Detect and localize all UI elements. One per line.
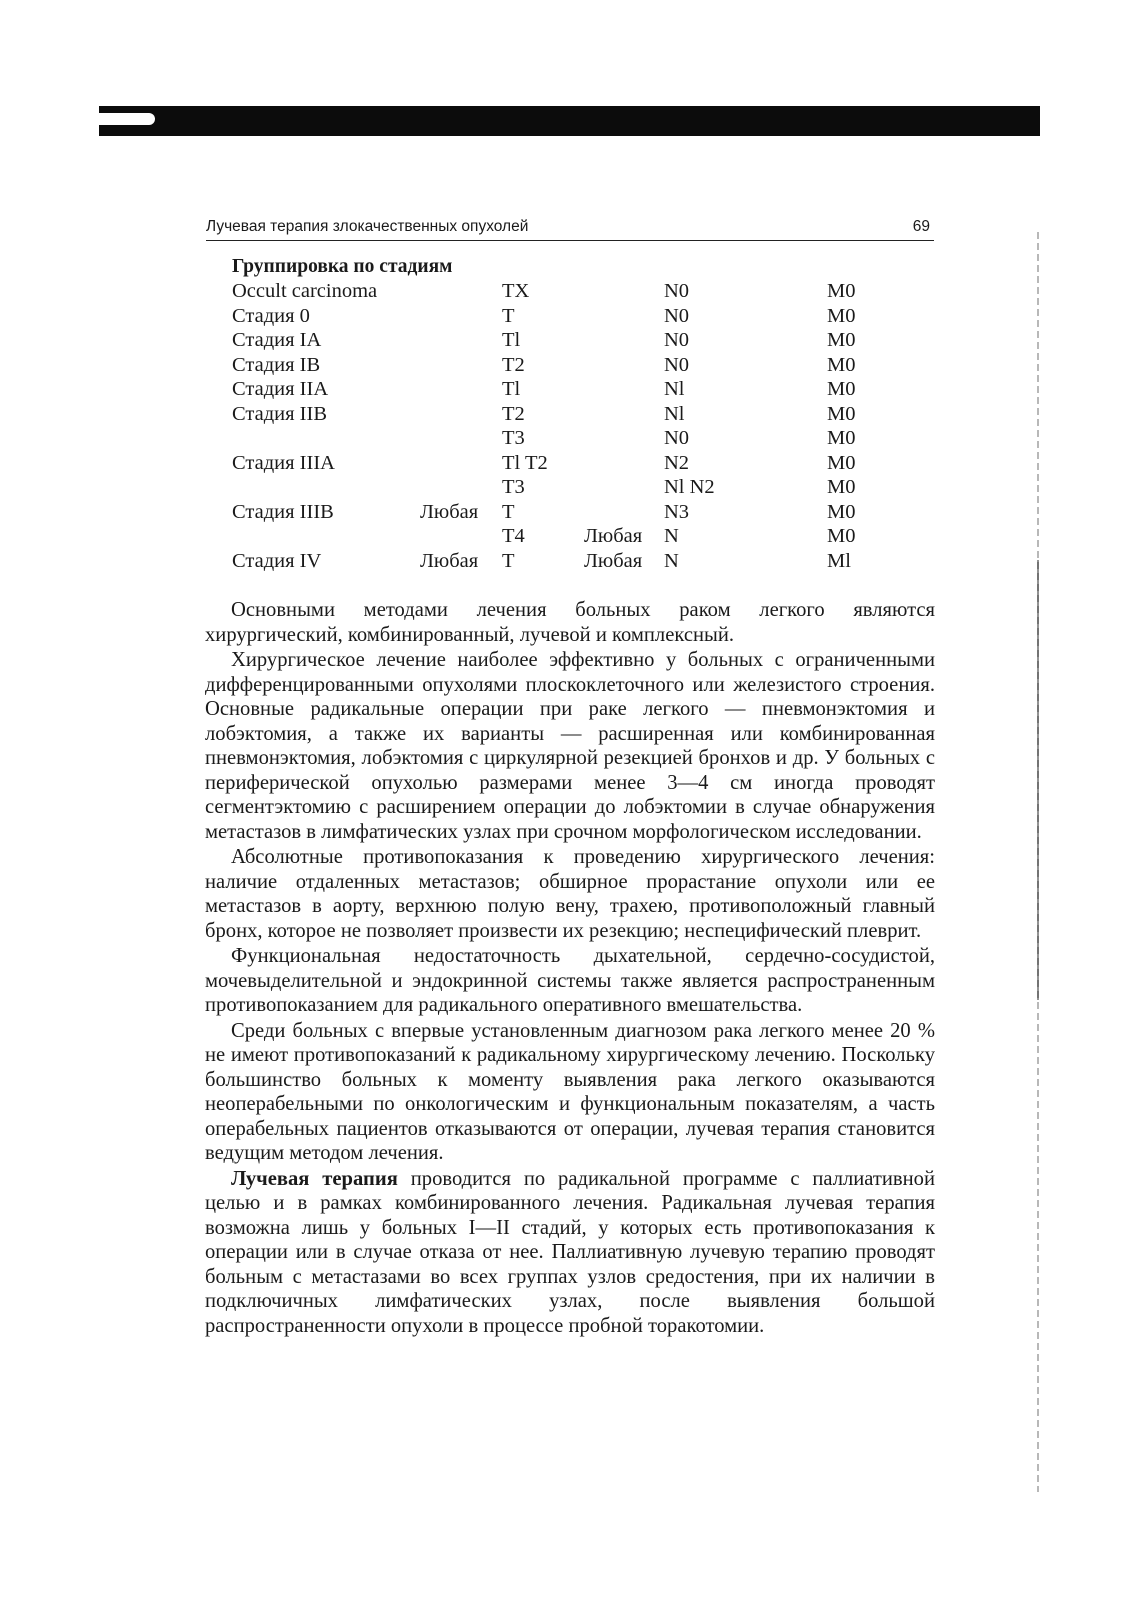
paragraph [205, 1019, 935, 1166]
staging-row [232, 403, 882, 428]
t-category: T [502, 549, 515, 572]
running-header-title: Лучевая терапия злокачественных опухолей [206, 218, 529, 235]
paragraph-text: проводится по радикальной программе с паллиативной целью и в рамках комбинированного лечения. Радикальная лучевая терапия возможна лишь у больных I—II стадий, у которых есть противопоказания к операции или в случае отказа от нее. Паллиативную лучевую терапию проводят больным с метастазами во всех группах узлов средостения, при их наличии в подключичных лимфатических узлах, после выявления большой распространенности опухоли в процессе пробной торакотомии. [205, 1167, 935, 1337]
t-category: Tl [502, 378, 521, 400]
t-qualifier: Любая [420, 500, 479, 523]
stage-name: Стадия IIIB [232, 500, 334, 523]
n-category: N2 [664, 451, 690, 474]
m-category: M0 [827, 353, 856, 376]
n-qualifier: Любая [584, 549, 643, 572]
n-category: N3 [664, 500, 690, 523]
n-category: N [664, 525, 679, 547]
m-category: M0 [827, 402, 856, 425]
stage-name: Стадия IIB [232, 402, 327, 425]
running-header [206, 216, 934, 241]
paragraph-text: Абсолютные противопоказания к проведению хирургического лечения: наличие отдаленных метастазов; обширное прорастание опухоли или ее метастазов в аорту, верхнюю полую вену, трахею, противоположный главный бронх, которое не позволяет произвести их резекцию; неспецифический плеврит. [205, 846, 935, 942]
n-category: N0 [664, 329, 690, 351]
stage-name: Стадия IIA [232, 378, 329, 400]
n-category: N0 [664, 427, 690, 449]
t-category: T [502, 500, 515, 523]
staging-row [232, 354, 882, 379]
paragraph [205, 944, 935, 1018]
stage-name: Стадия IIIA [232, 451, 335, 474]
m-category: M0 [827, 280, 856, 302]
page-number: 69 [912, 218, 930, 235]
m-category: M0 [827, 378, 856, 400]
stage-name: Стадия IB [232, 353, 321, 376]
n-category: Nl [664, 402, 685, 425]
page-edge-shadow-dark [1037, 560, 1039, 1000]
t-category: T [502, 304, 515, 327]
t-category: Tl [502, 329, 521, 351]
m-category: M0 [827, 451, 856, 474]
staging-row [232, 427, 882, 452]
staging-row [232, 501, 882, 526]
t-category: Tl T2 [502, 451, 548, 474]
m-category: M0 [827, 525, 856, 547]
stage-name: Стадия IA [232, 329, 322, 351]
m-category: Ml [827, 549, 851, 572]
n-qualifier: Любая [584, 525, 643, 547]
top-bar-nick [99, 113, 155, 125]
t-category: T3 [502, 427, 525, 449]
paragraph [205, 845, 935, 943]
n-category: Nl [664, 378, 685, 400]
staging-heading: Группировка по стадиям [232, 256, 453, 277]
paragraph-text: Среди больных с впервые установленным диагнозом рака легкого менее 20 % не имеют противопоказаний к радикальному хирургическому лечению. Поскольку большинство больных к моменту выявления рака легкого оказываются неоперабельными по онкологическим и функциональным показателям, а часть операбельных пациентов отказываются от операции, лучевая терапия становится ведущим методом лечения. [205, 1019, 935, 1164]
n-category: N [664, 549, 679, 572]
staging-rows [232, 280, 882, 574]
stage-name: Стадия IV [232, 549, 322, 572]
m-category: M0 [827, 427, 856, 449]
staging-row [232, 280, 882, 305]
n-category: N0 [664, 304, 690, 327]
n-category: Nl N2 [664, 476, 715, 498]
paragraph-lead: Лучевая терапия [231, 1167, 398, 1190]
paragraph-text: Функциональная недостаточность дыхательной, сердечно-сосудистой, мочевыделительной и эндокринной системы также является распространенным противопоказанием для радикального оперативного вмешательства. [205, 945, 935, 1016]
m-category: M0 [827, 304, 856, 327]
t-qualifier: Любая [420, 549, 479, 572]
stage-name: Occult carcinoma [232, 280, 378, 302]
t-category: T4 [502, 525, 525, 547]
paragraph-text: Хирургическое лечение наиболее эффективно у больных с ограниченными дифференцированными опухолями плоскоклеточного или железистого строения. Основные радикальные операции при раке легкого — пневмонэктомия и лобэктомия, а также их варианты — расширенная или комбинированная пневмонэктомия, лобэктомия с циркулярной резекцией бронхов и др. У больных с периферической опухолью размерами менее 3—4 см иногда проводят сегментэктомию с расширением операции до лобэктомии в случае обнаружения метастазов в лимфатических узлах при срочном морфологическом исследовании. [205, 649, 935, 843]
n-category: N0 [664, 353, 690, 376]
staging-row [232, 476, 882, 501]
t-category: T2 [502, 402, 525, 425]
staging-row [232, 378, 882, 403]
paragraph-text: Основными методами лечения больных раком легкого являются хирургический, комбинированный, лучевой и комплексный. [205, 599, 935, 646]
paragraph [205, 1167, 935, 1339]
staging-row [232, 525, 882, 550]
t-category: TX [502, 280, 530, 302]
staging-row [232, 550, 882, 575]
n-category: N0 [664, 280, 690, 302]
paragraph [205, 648, 935, 844]
m-category: M0 [827, 329, 856, 351]
staging-table [232, 256, 882, 574]
staging-row [232, 305, 882, 330]
body-text [205, 598, 935, 1339]
paragraph [205, 598, 935, 647]
t-category: T3 [502, 476, 525, 498]
stage-name: Стадия 0 [232, 304, 310, 327]
top-black-bar [99, 106, 1040, 136]
staging-row [232, 452, 882, 477]
m-category: M0 [827, 476, 856, 498]
staging-row [232, 329, 882, 354]
m-category: M0 [827, 500, 856, 523]
t-category: T2 [502, 353, 525, 376]
